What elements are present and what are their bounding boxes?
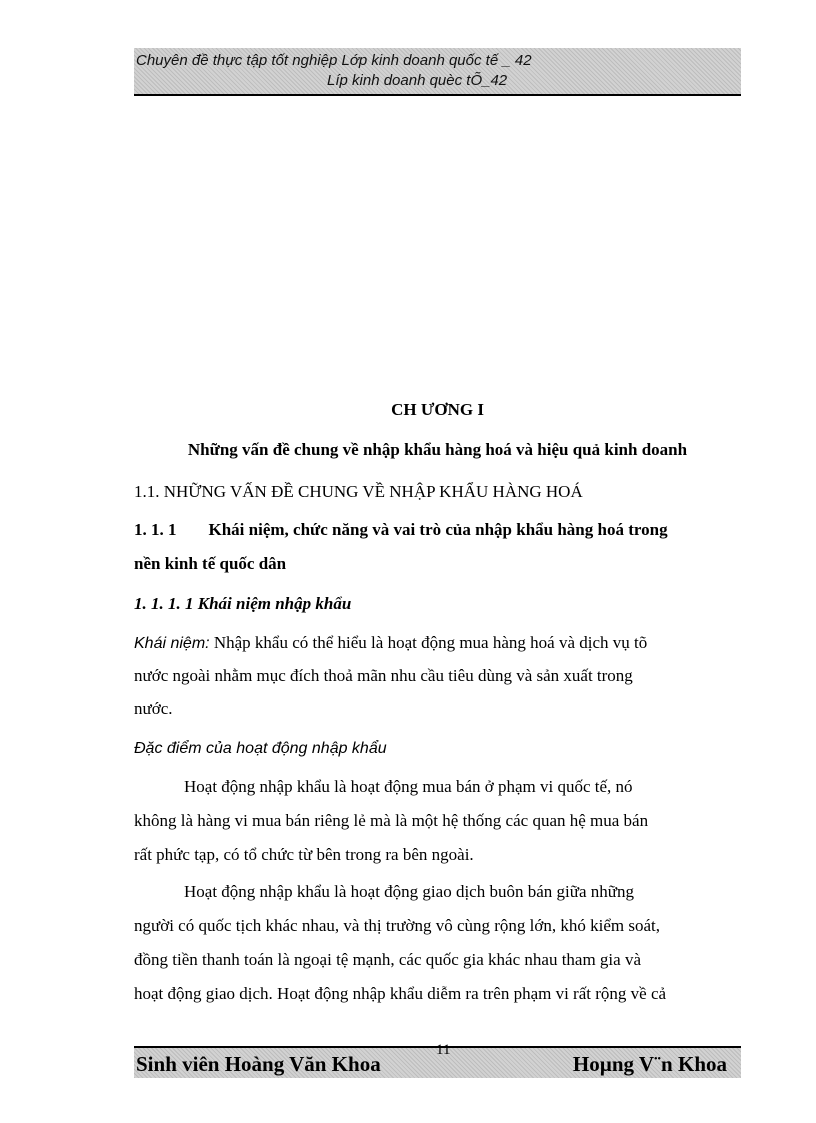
page-number: 11 xyxy=(436,1042,451,1058)
paragraph-2-line-4: hoạt động giao dịch. Hoạt động nhập khẩu diễm ra trên phạm vi rất rộng về cả xyxy=(134,984,667,1003)
footer-right: Hoµng V¨n Khoa xyxy=(572,1052,727,1076)
definition-line-1 xyxy=(134,633,741,653)
features-heading: Đặc điểm của hoạt động nhập khẩu xyxy=(134,740,387,757)
definition-line-2: nước ngoài nhằm mục đích thoả mãn nhu cầu tiêu dùng và sản xuất trong xyxy=(134,666,633,685)
header-line-1: Chuyên đề thực tập tốt nghiệp Lớp kinh doanh quốc tế _ 42 xyxy=(136,52,532,69)
section-1-1-1-title-line-2: nền kinh tế quốc dân xyxy=(134,554,287,573)
definition-line-3: nước. xyxy=(134,699,173,718)
page-header xyxy=(134,48,741,96)
paragraph-1-line-3: rất phức tạp, có tổ chức từ bên trong ra bên ngoài. xyxy=(134,845,474,864)
chapter-label: CH ƯƠNG I xyxy=(391,400,484,419)
paragraph-2-line-1: Hoạt động nhập khẩu là hoạt động giao dịch buôn bán giữa những xyxy=(184,882,634,901)
section-1-1-1-title: Khái niệm, chức năng và vai trò của nhập khẩu hàng hoá trong xyxy=(208,520,668,539)
page-footer xyxy=(134,1042,741,1078)
section-1-1-1-number: 1. 1. 1 xyxy=(134,520,177,539)
chapter-title: Những vấn đề chung về nhập khẩu hàng hoá và hiệu quả kinh doanh xyxy=(187,440,688,459)
paragraph-2-line-3: đồng tiền thanh toán là ngoại tệ mạnh, các quốc gia khác nhau tham gia và xyxy=(134,950,641,969)
paragraph-2-line-2: người có quốc tịch khác nhau, và thị trường vô cùng rộng lớn, khó kiểm soát, xyxy=(134,916,661,935)
section-1-1-heading: 1.1. NHỮNG VẤN ĐỀ CHUNG VỀ NHẬP KHẨU HÀNG HOÁ xyxy=(134,482,583,501)
header-line-2: Líp kinh doanh quèc tÕ_42 xyxy=(327,72,508,89)
footer-left: Sinh viên Hoàng Văn Khoa xyxy=(136,1052,381,1076)
paragraph-1-line-1: Hoạt động nhập khẩu là hoạt động mua bán ở phạm vi quốc tế, nó xyxy=(184,777,633,796)
definition-term: Khái niệm: xyxy=(134,635,210,652)
definition-text: Nhập khẩu có thể hiểu là hoạt động mua hàng hoá và dịch vụ tõ xyxy=(209,633,648,652)
section-1-1-1-1-heading: 1. 1. 1. 1 Khái niệm nhập khẩu xyxy=(134,594,352,613)
section-1-1-1-heading xyxy=(134,520,741,540)
paragraph-1-line-2: không là hàng vi mua bán riêng lẻ mà là một hệ thống các quan hệ mua bán xyxy=(134,811,649,830)
